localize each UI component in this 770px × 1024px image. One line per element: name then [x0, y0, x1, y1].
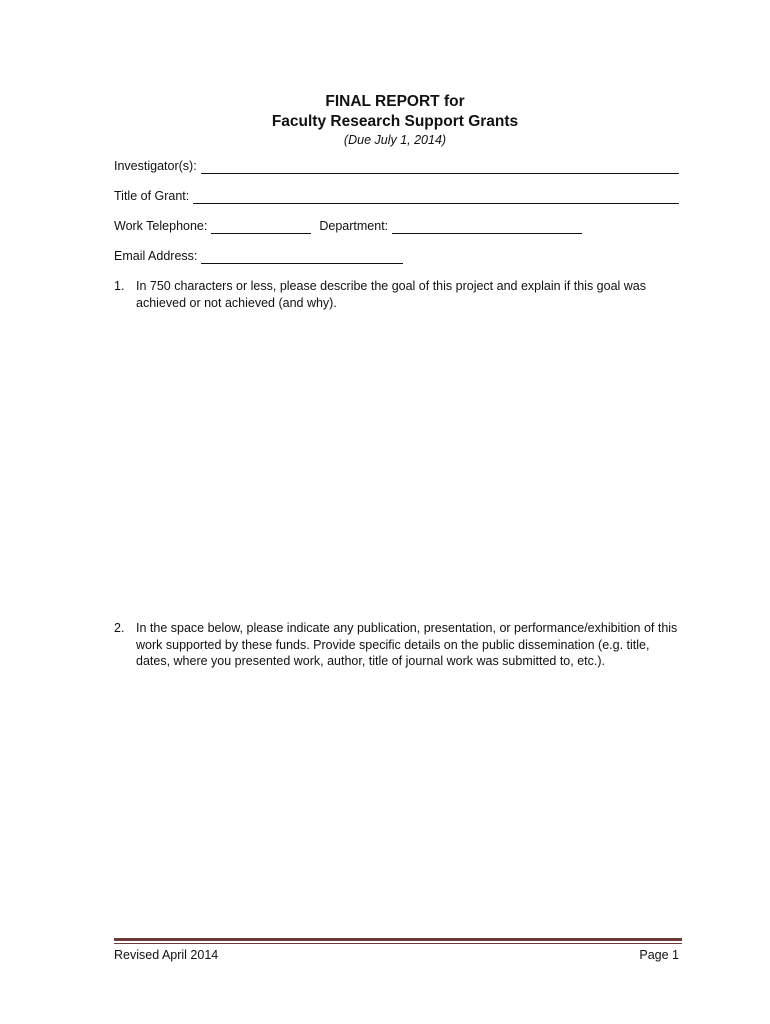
grant-title-row [114, 188, 679, 204]
investigators-label: Investigator(s): [114, 159, 197, 173]
grant-title-label: Title of Grant: [114, 189, 190, 203]
footer-divider [114, 938, 682, 941]
due-date: (Due July 1, 2014) [343, 133, 447, 147]
question-2 [114, 620, 684, 670]
question-1-number: 1. [114, 279, 125, 293]
title-block [0, 92, 770, 149]
email-label: Email Address: [114, 249, 198, 263]
email-row [114, 248, 403, 264]
question-1 [114, 278, 684, 311]
page-subtitle: Faculty Research Support Grants [271, 113, 519, 130]
work-telephone-field[interactable] [211, 220, 311, 234]
department-field[interactable] [392, 220, 582, 234]
investigators-field[interactable] [201, 160, 679, 174]
page-title: FINAL REPORT for [325, 93, 465, 110]
email-field[interactable] [201, 250, 403, 264]
work-telephone-label: Work Telephone: [114, 219, 208, 233]
grant-title-field[interactable] [193, 190, 679, 204]
telephone-department-row [114, 218, 582, 234]
revision-date: Revised April 2014 [114, 948, 219, 962]
question-2-number: 2. [114, 621, 125, 635]
question-2-text: In the space below, please indicate any publication, presentation, or performance/exhibition of this work supported by these funds. Provide specific details on the public dissemination (e.g. title, dates, where you presented work, author, title of journal work was submitted to, etc.). [136, 621, 678, 668]
page-number: Page 1 [639, 948, 679, 962]
question-1-text: In 750 characters or less, please describe the goal of this project and explain if this goal was achieved or not achieved (and why). [136, 279, 647, 310]
department-label: Department: [319, 219, 389, 233]
footer-divider-thin [114, 943, 682, 944]
investigators-row [114, 158, 679, 174]
